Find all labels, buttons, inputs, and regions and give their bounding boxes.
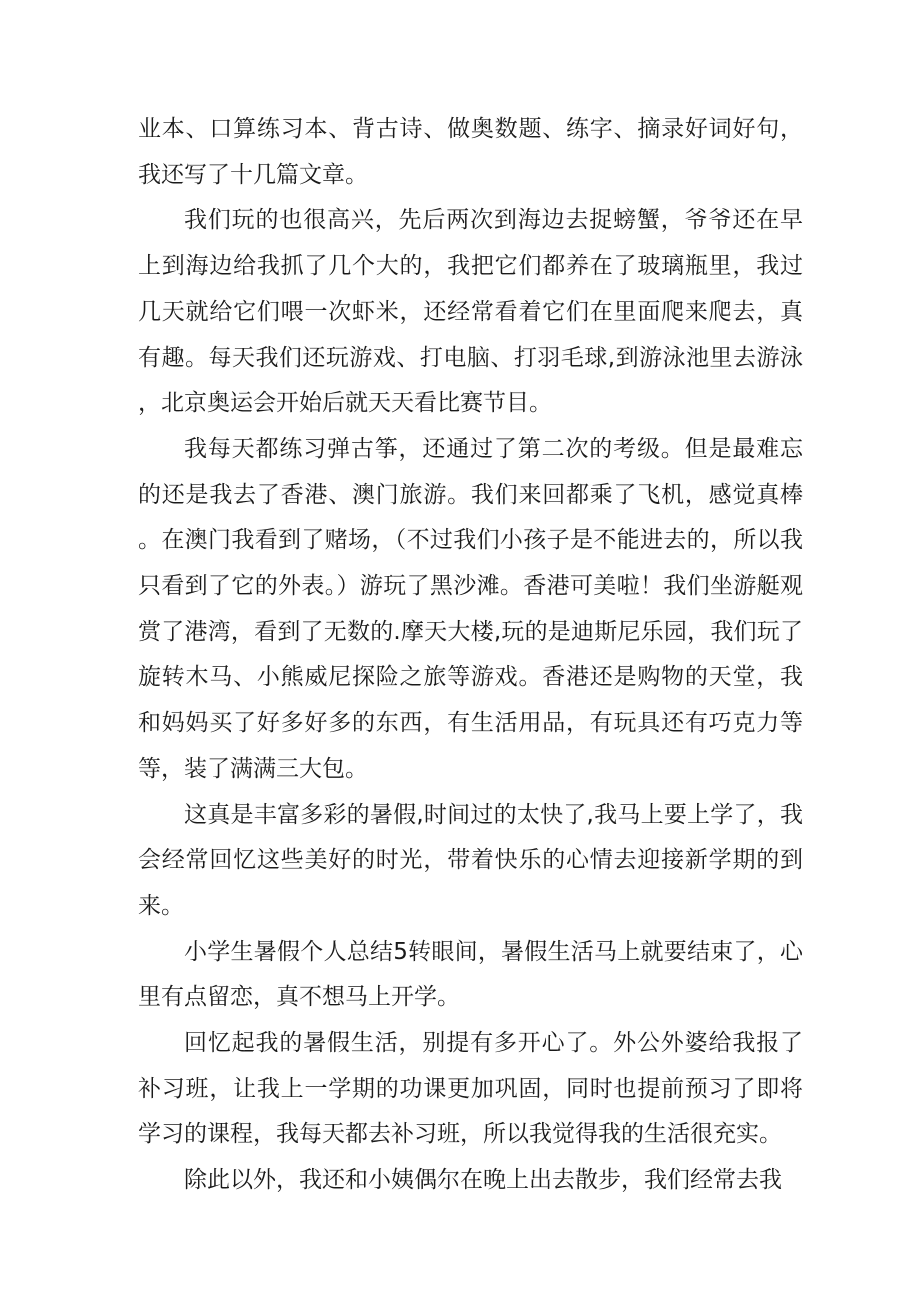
paragraph-crab-catching: 我们玩的也很高兴，先后两次到海边去捉螃蟹，爷爷还在早上到海边给我抓了几个大的，我把它们都养在了玻璃瓶里，我过几天就给它们喂一次虾米，还经常看着它们在里面爬来爬去，真有趣。每天我们还玩游戏、打电脑、打羽毛球,到游泳池里去游泳，北京奥运会开始后就天天看比赛节目。 [138, 207, 803, 417]
paragraph-evening-walks: 除此以外，我还和小姨偶尔在晚上出去散步，我们经常去我 [184, 1167, 782, 1194]
paragraph-summer-reflection: 这真是丰富多彩的暑假,时间过的太快了,我马上要上学了，我会经常回忆这些美好的时光，带着快乐的心情去迎接新学期的到来。 [138, 801, 803, 919]
paragraph-tutoring-class: 回忆起我的暑假生活，别提有多开心了。外公外婆给我报了补习班，让我上一学期的功课更加巩固，同时也提前预习了即将学习的课程，我每天都去补习班，所以我觉得我的生活很充实。 [138, 1030, 803, 1148]
paragraph-continued: 业本、口算练习本、背古诗、做奥数题、练字、摘录好词好句，我还写了十几篇文章。 [138, 116, 803, 188]
paragraph-summary-5-intro: 小学生暑假个人总结5转眼间，暑假生活马上就要结束了，心里有点留恋，真不想马上开学。 [138, 938, 803, 1011]
paragraph-hongkong-macau-trip: 我每天都练习弹古筝，还通过了第二次的考级。但是最难忘的还是我去了香港、澳门旅游。我们来回都乘了飞机，感觉真棒。在澳门我看到了赌场，（不过我们小孩子是不能进去的，所以我只看到了它的外表。）游玩了黑沙滩。香港可美啦！我们坐游艇观赏了港湾，看到了无数的.摩天大楼,玩的是迪斯尼乐园，我们玩了旋转木马、小熊威尼探险之旅等游戏。香港还是购物的天堂，我和妈妈买了好多好多的东西，有生活用品，有玩具还有巧克力等等，装了满满三大包。 [138, 435, 803, 782]
document-body [138, 107, 803, 1204]
